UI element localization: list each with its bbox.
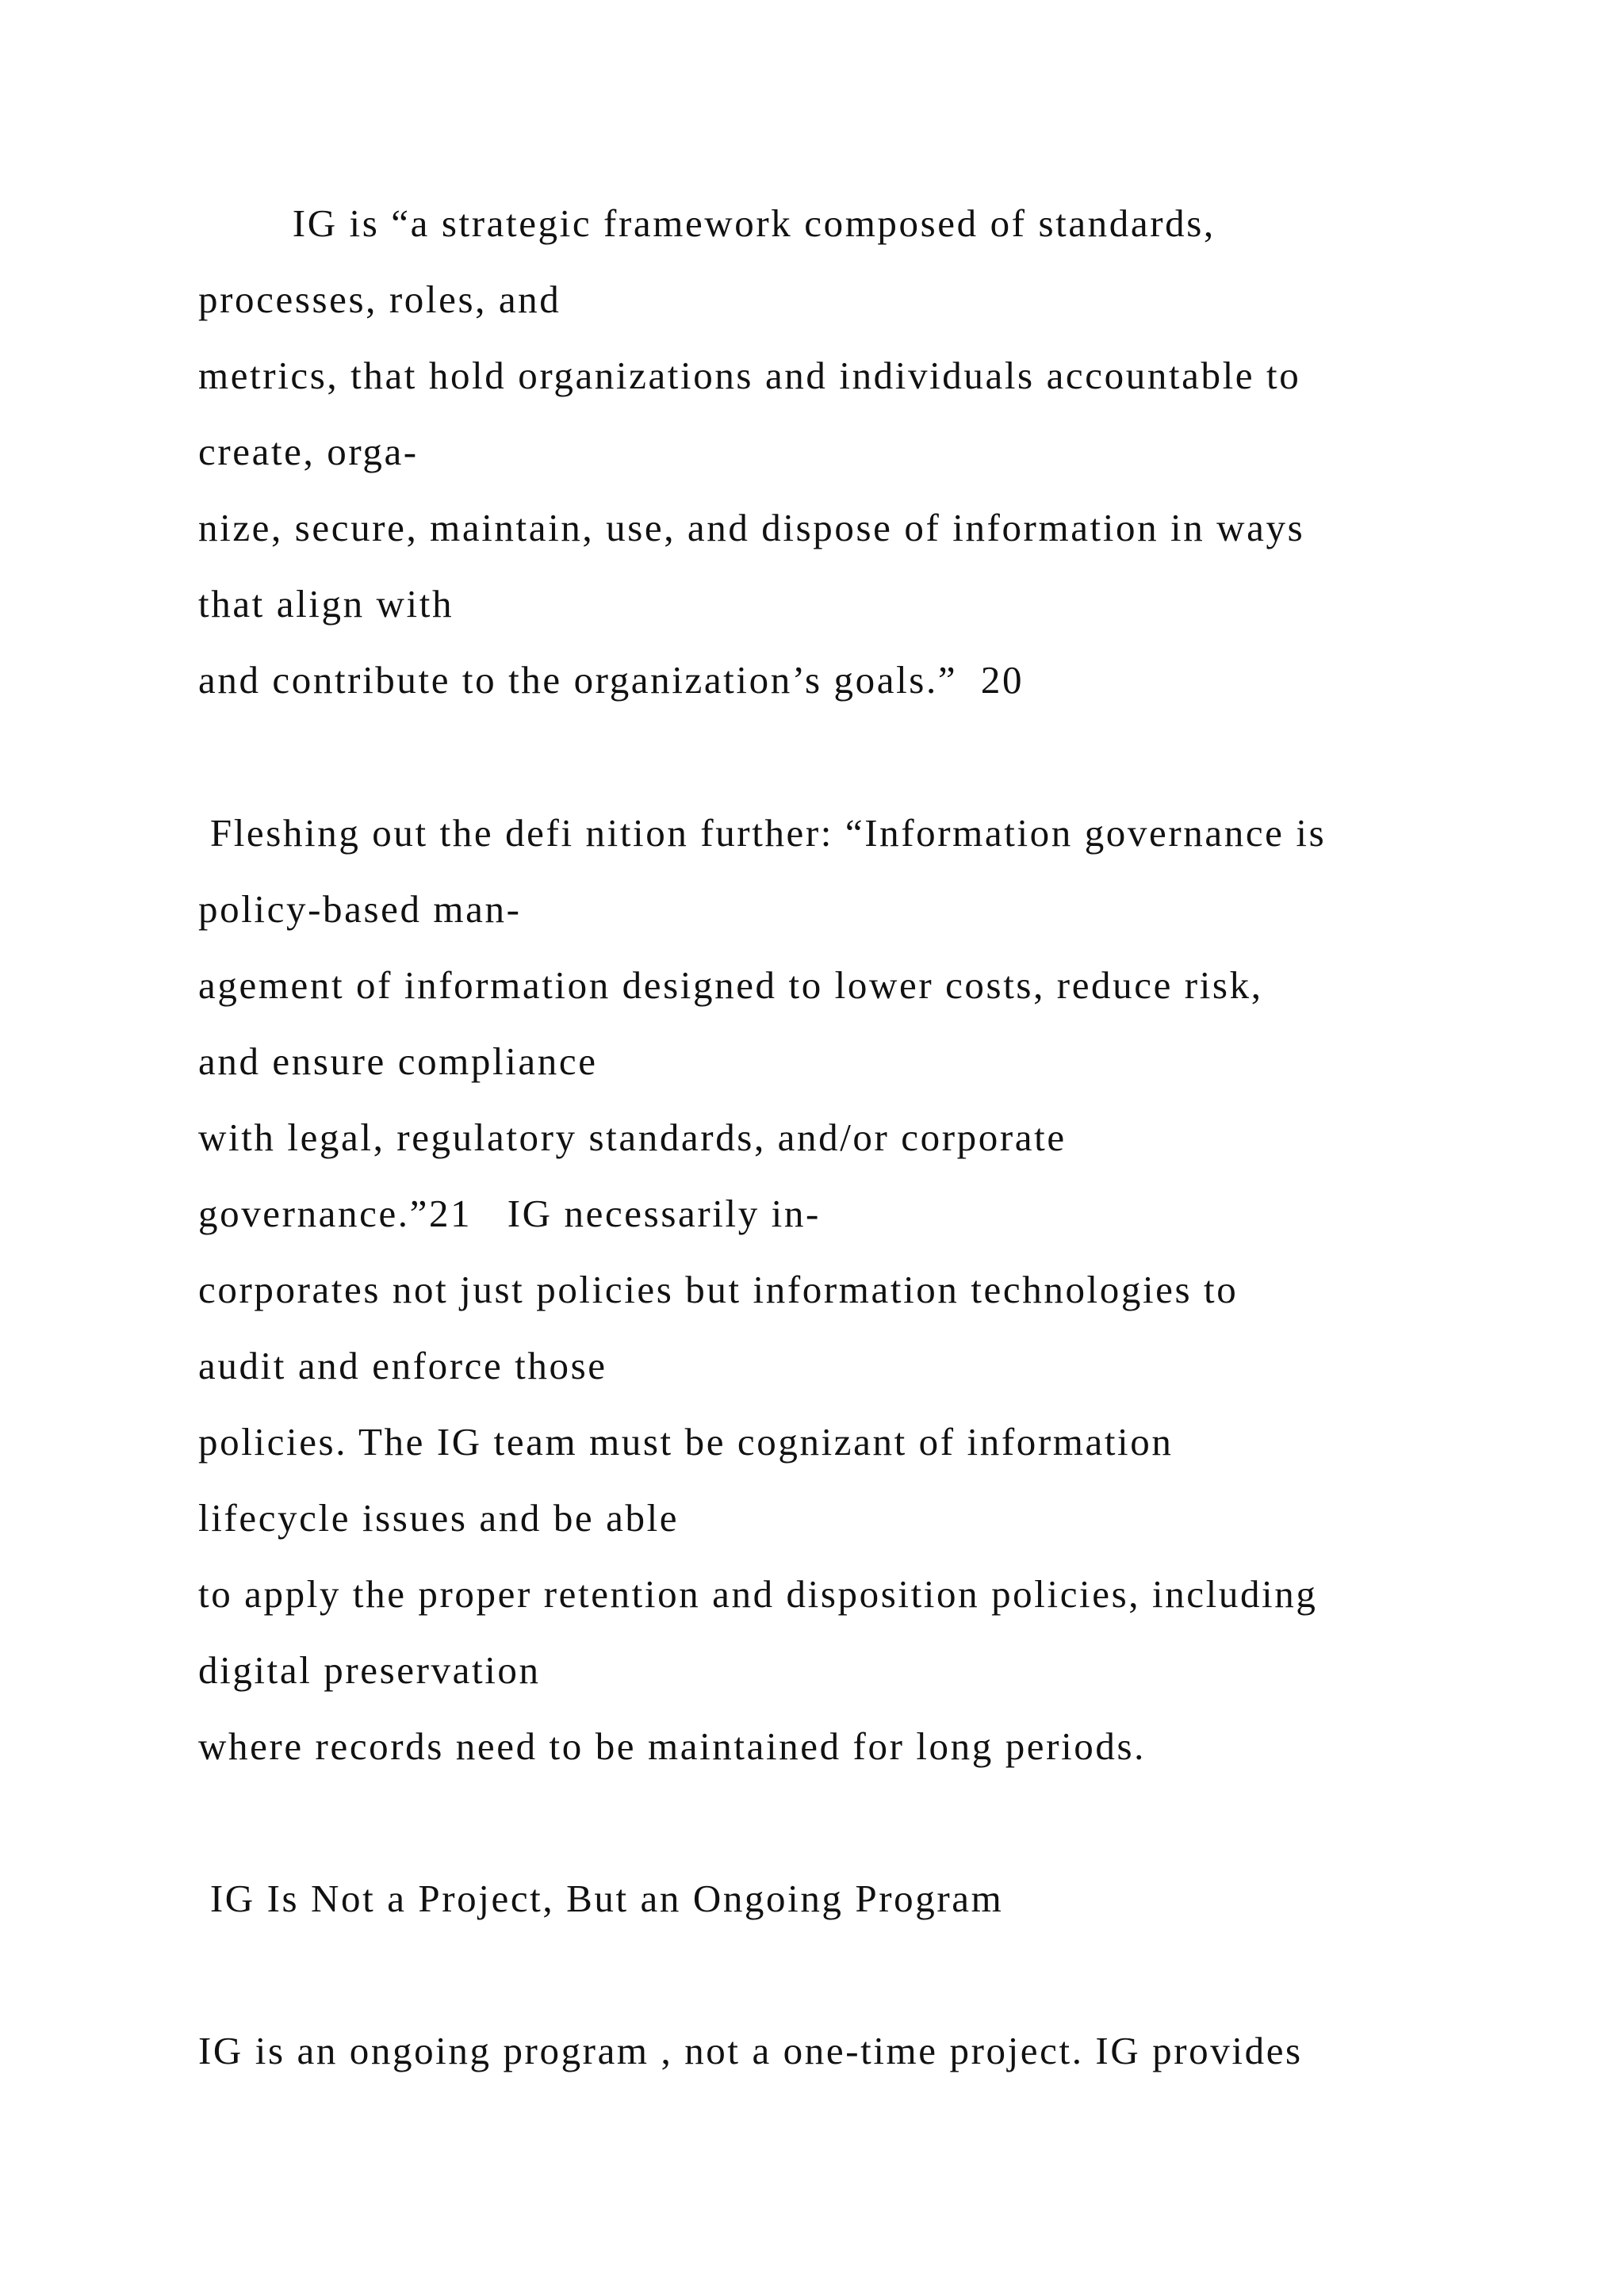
text-line: create, orga- xyxy=(198,430,419,473)
text-line: lifecycle issues and be able xyxy=(198,1496,680,1540)
text-line: corporates not just policies but information technologies to xyxy=(198,1268,1239,1311)
section-heading: IG Is Not a Project, But an Ongoing Program xyxy=(198,1877,1004,1920)
text-line: policies. The IG team must be cognizant of information xyxy=(198,1420,1174,1464)
text-line: processes, roles, and xyxy=(198,277,561,321)
text-line: metrics, that hold organizations and individuals accountable to xyxy=(198,354,1301,397)
text-line: nize, secure, maintain, use, and dispose of information in ways xyxy=(198,506,1305,549)
text-line: agement of information designed to lower costs, reduce risk, xyxy=(198,963,1263,1007)
text-line: IG is an ongoing program , not a one-time project. IG provides xyxy=(198,2029,1303,2072)
text-line: and contribute to the organization’s goals.” 20 xyxy=(198,658,1025,702)
text-line: to apply the proper retention and disposition policies, including xyxy=(198,1572,1318,1616)
text-line: IG is “a strategic framework composed of standards, xyxy=(198,201,1216,245)
text-line: where records need to be maintained for long periods. xyxy=(198,1724,1147,1768)
text-line: policy-based man- xyxy=(198,887,522,931)
text-line: and ensure compliance xyxy=(198,1039,598,1083)
text-line: Fleshing out the defi nition further: “Information governance is xyxy=(198,811,1327,855)
text-line: governance.”21 IG necessarily in- xyxy=(198,1192,821,1235)
text-line: audit and enforce those xyxy=(198,1344,607,1387)
text-line: that align with xyxy=(198,582,454,626)
text-line: digital preservation xyxy=(198,1648,541,1692)
text-line: with legal, regulatory standards, and/or corporate xyxy=(198,1115,1067,1159)
